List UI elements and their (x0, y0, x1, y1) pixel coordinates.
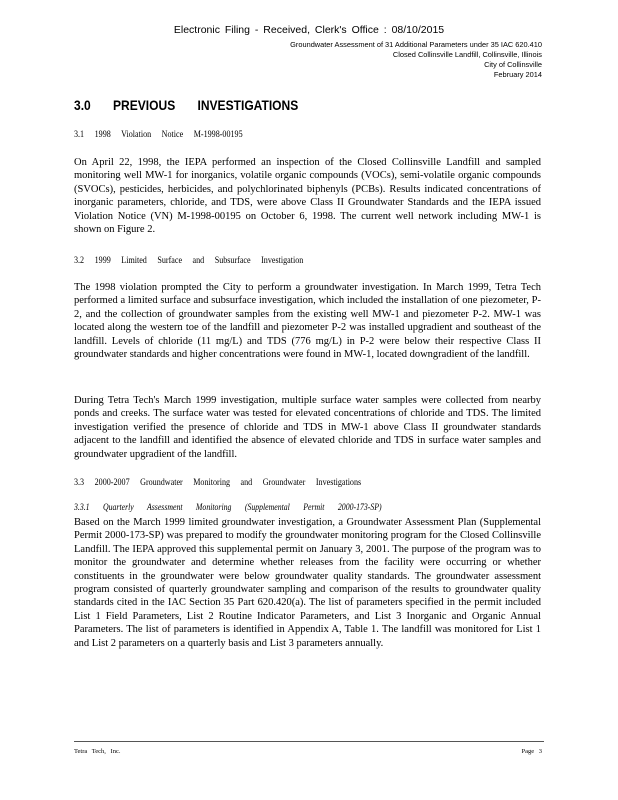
date-line: February 2014 (493, 70, 542, 79)
heading-3-3-1: 3.3.1 Quarterly Assessment Monitoring (Supplemental Permit 2000-173-SP) (74, 503, 382, 513)
page-number: Page 3 (521, 748, 542, 755)
report-title-line: Groundwater Assessment of 31 Additional Parameters under 35 IAC 620.410 (290, 40, 542, 49)
paragraph-3-2-b: During Tetra Tech's March 1999 investigation, multiple surface water samples were collected from nearby ponds and creeks. The surface water was tested for elevated concentrations of chloride and TDS. The limited investigation verified the presence of chloride and TDS in MW-1 above Class II groundwater standards adjacent to the landfill and identified the absence of elevated chloride and TDS in surface water samples and groundwater upgradient of the landfill. (74, 395, 541, 460)
filing-stamp-header: Electronic Filing - Received, Clerk's Office : 08/10/2015 (173, 24, 445, 36)
paragraph-3-2-a: The 1998 violation prompted the City to perform a groundwater investigation. In March 1999, Tetra Tech performed a limited surface and subsurface investigation, which included the installation of one piezometer, P-2, and the collection of groundwater samples from the existing well MW-1 and piezometer P-2. MW-1 was located along the western toe of the landfill and piezometer P-2 was installed upgradient and southeast of the landfill. Levels of chloride (11 mg/L) and TDS (776 mg/L) in P-2 were below their respective Class II groundwater standards and higher concentrations were found in MW-1, located downgradient of the landfill. (74, 282, 541, 361)
footer-divider (74, 741, 544, 742)
heading-3-2: 3.2 1999 Limited Surface and Subsurface Investigation (74, 256, 304, 266)
client-line: City of Collinsville (484, 60, 542, 69)
heading-3-3: 3.3 2000-2007 Groundwater Monitoring and Groundwater Investigations (74, 478, 362, 488)
footer-company: Tetra Tech, Inc. (74, 748, 121, 755)
report-header-block (290, 40, 542, 80)
site-name-line: Closed Collinsville Landfill, Collinsville, Illinois (392, 50, 542, 59)
paragraph-3-1: On April 22, 1998, the IEPA performed an inspection of the Closed Collinsville Landfill and sampled monitoring well MW-1 for inorganics, volatile organic compounds (VOCs), semi-volatile organic compounds (SVOCs), pesticides, herbicides, and polychlorinated biphenyls (PCBs). Results indicated concentrations of inorganic parameters, chloride, and TDS, were above Class II Groundwater Standards and the IEPA issued Violation Notice (VN) M-1998-00195 on October 6, 1998. The current well network including MW-1 is shown on Figure 2. (74, 157, 541, 236)
paragraph-3-3-1: Based on the March 1999 limited groundwater investigation, a Groundwater Assessment Plan (Supplemental Permit 2000-173-SP) was prepared to modify the groundwater monitoring program for the Closed Collinsville Landfill. The IEPA approved this supplemental permit on January 3, 2001. The purpose of the program was to monitor the groundwater and determine whether releases from the facility were occurring or whether constituents in the groundwater were below groundwater quality standards. The groundwater assessment program consisted of quarterly groundwater sampling and comparison of the results to groundwater quality standards cited in the IAC Section 35 Part 620.420(a). The list of parameters specified in the permit included List 1 Field Parameters, List 2 Routine Indicator Parameters, and List 3 Inorganic and Organic Annual Parameters. The list of parameters is identified in Appendix A, Table 1. The landfill was monitored for List 1 and List 2 parameters on a quarterly basis and List 3 parameters annually. (74, 517, 541, 649)
section-title: 3.0 PREVIOUS INVESTIGATIONS (74, 97, 299, 113)
heading-3-1: 3.1 1998 Violation Notice M-1998-00195 (74, 130, 243, 140)
